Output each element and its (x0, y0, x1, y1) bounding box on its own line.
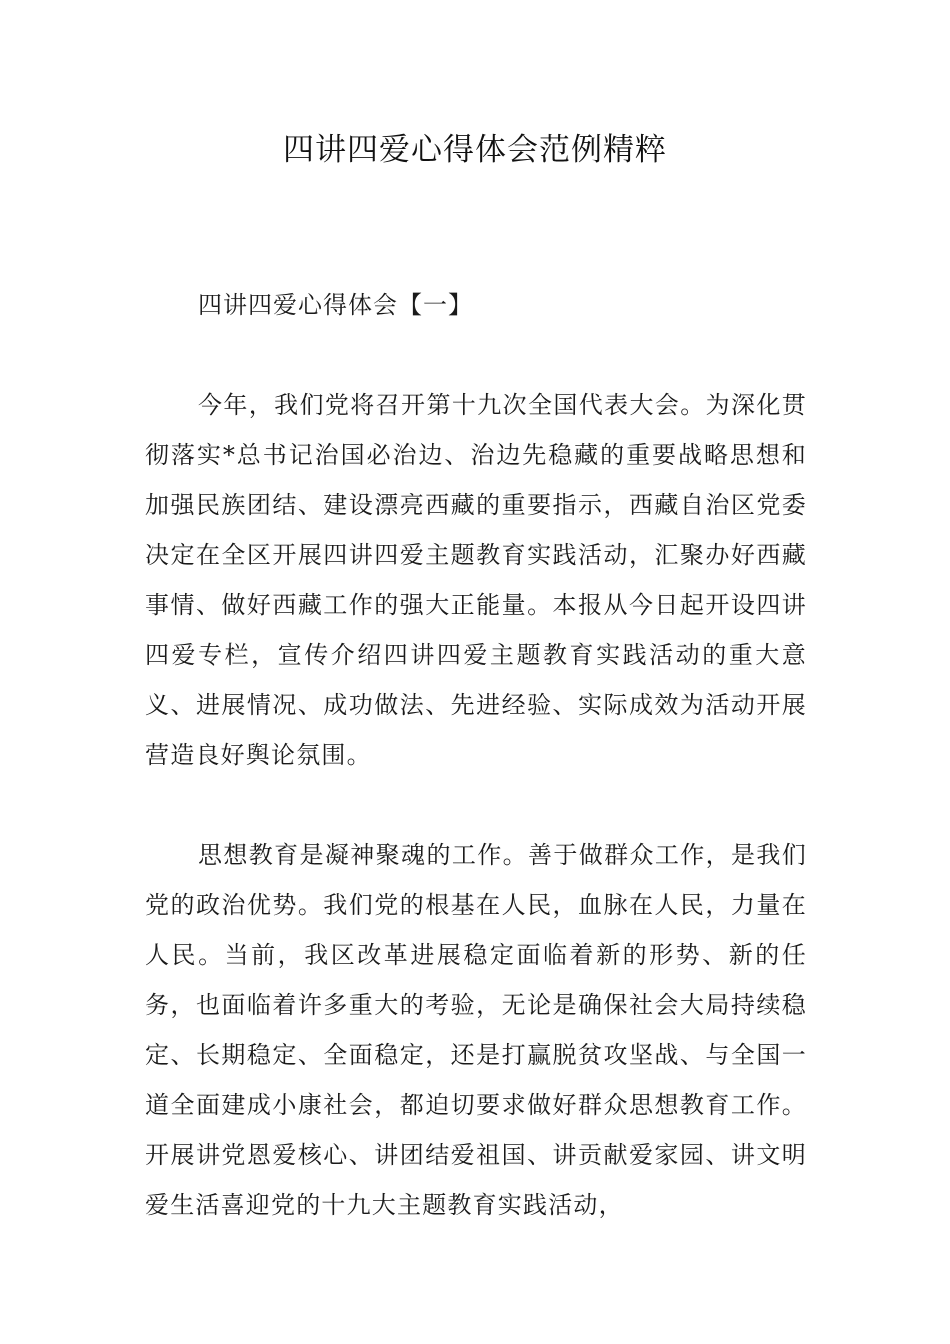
document-body (145, 280, 807, 1230)
paragraph-spacer (145, 330, 807, 380)
paragraph-1: 今年，我们党将召开第十九次全国代表大会。为深化贯彻落实*总书记治国必治边、治边先稳藏的重要战略思想和加强民族团结、建设漂亮西藏的重要指示，西藏自治区党委决定在全区开展四讲四爱主题教育实践活动，汇聚办好西藏事情、做好西藏工作的强大正能量。本报从今日起开设四讲四爱专栏，宣传介绍四讲四爱主题教育实践活动的重大意义、进展情况、成功做法、先进经验、实际成效为活动开展营造良好舆论氛围。 (145, 391, 807, 769)
section-heading: 四讲四爱心得体会【一】 (198, 291, 473, 319)
paragraph-spacer (145, 780, 807, 830)
paragraph-2: 思想教育是凝神聚魂的工作。善于做群众工作，是我们党的政治优势。我们党的根基在人民，血脉在人民，力量在人民。当前，我区改革进展稳定面临着新的形势、新的任务，也面临着许多重大的考验，无论是确保社会大局持续稳定、长期稳定、全面稳定，还是打赢脱贫攻坚战、与全国一道全面建成小康社会，都迫切要求做好群众思想教育工作。开展讲党恩爱核心、讲团结爱祖国、讲贡献爱家园、讲文明爱生活喜迎党的十九大主题教育实践活动， (145, 841, 807, 1219)
document-title: 四讲四爱心得体会范例精粹 (283, 132, 667, 168)
